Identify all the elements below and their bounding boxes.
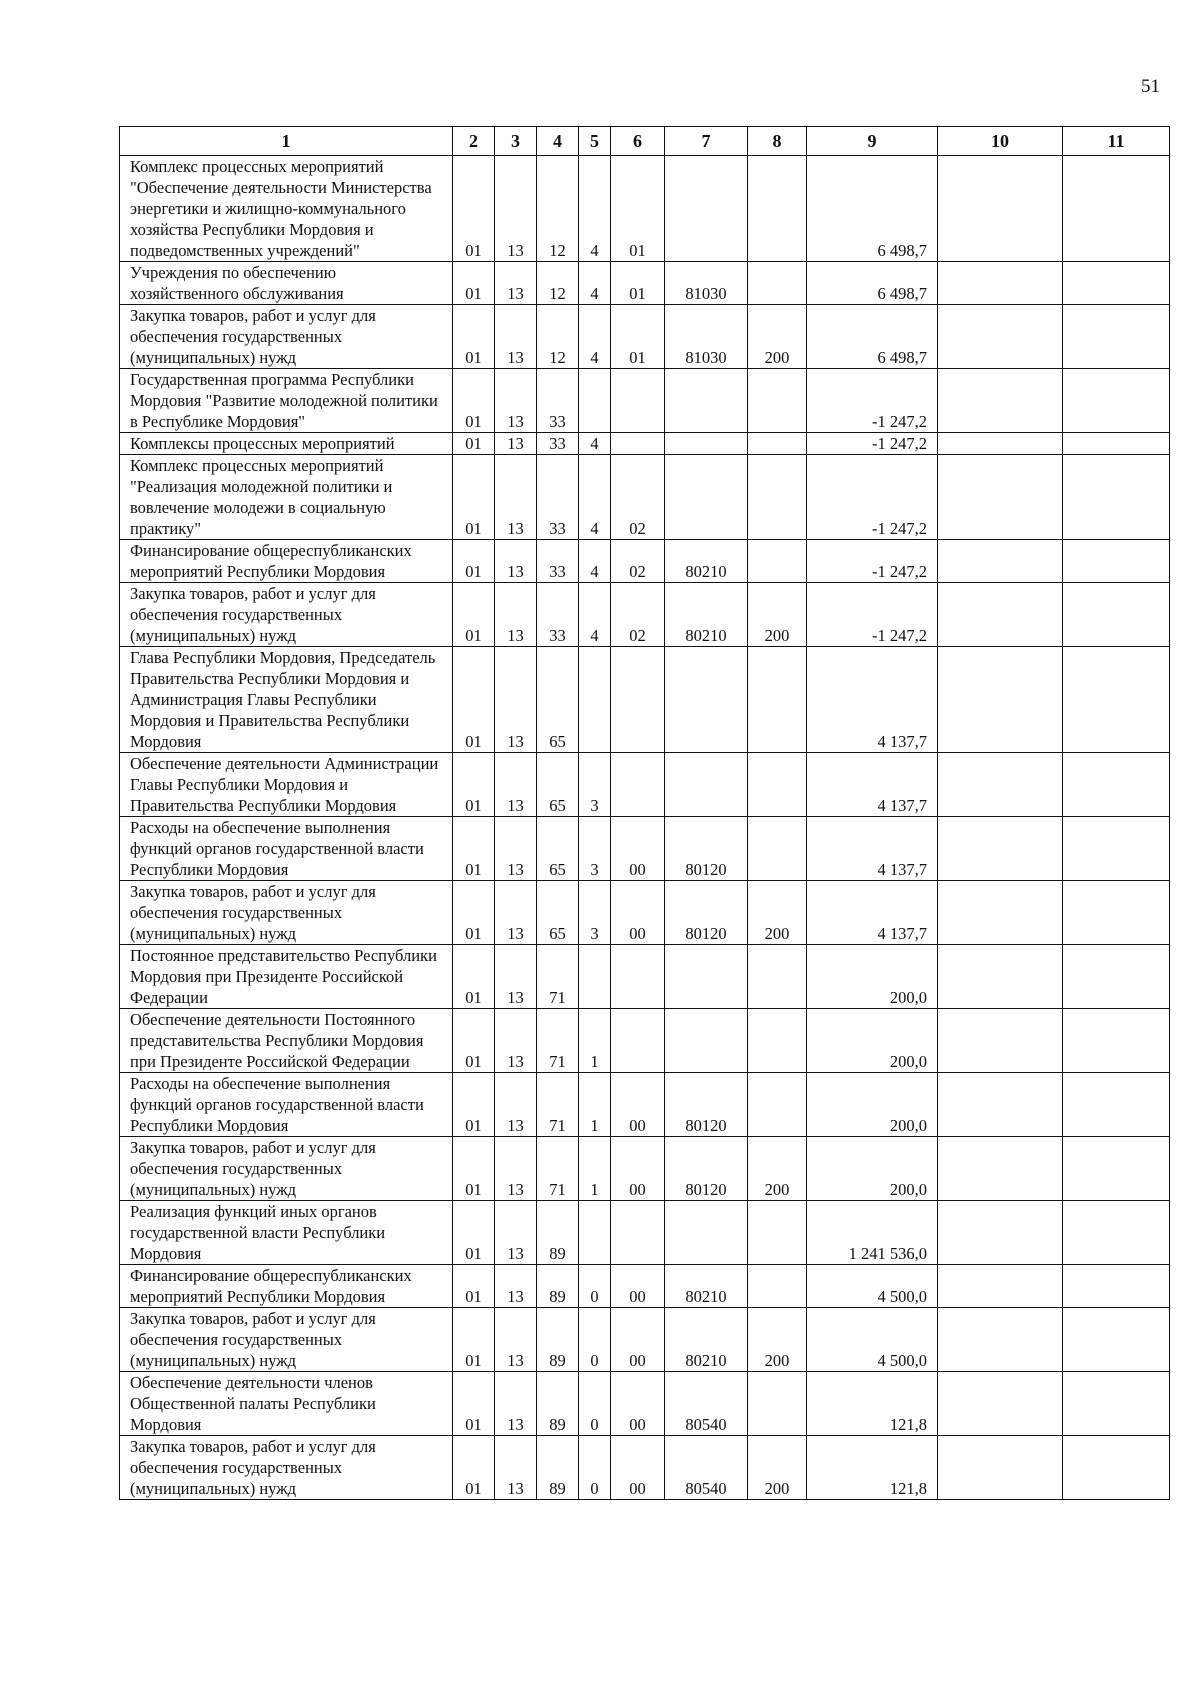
expense-type-cell: 200 xyxy=(748,881,807,945)
table-row xyxy=(120,1009,1170,1073)
row-name-cell: Постоянное представительство Республики Мордовия при Президенте Российской Федерации xyxy=(120,945,453,1009)
section-code-cell: 01 xyxy=(453,583,495,647)
row-name-cell: Расходы на обеспечение выполнения функций органов государственной власти Республики Мордовия xyxy=(120,817,453,881)
amount-cell: 4 137,7 xyxy=(807,881,938,945)
column-10-cell xyxy=(938,881,1063,945)
table-row xyxy=(120,305,1170,369)
row-name-cell: Обеспечение деятельности Постоянного представительства Республики Мордовия при Президенте Российской Федерации xyxy=(120,1009,453,1073)
subprogram-code-cell: 0 xyxy=(579,1308,611,1372)
expense-type-cell xyxy=(748,262,807,305)
row-name-cell: Финансирование общереспубликанских мероприятий Республики Мордовия xyxy=(120,540,453,583)
program-code-cell: 12 xyxy=(537,156,579,262)
row-name-cell: Обеспечение деятельности членов Общественной палаты Республики Мордовия xyxy=(120,1372,453,1436)
event-code-cell: 01 xyxy=(611,156,665,262)
event-code-cell: 00 xyxy=(611,1265,665,1308)
table-row xyxy=(120,1201,1170,1265)
amount-cell: 6 498,7 xyxy=(807,156,938,262)
column-11-cell xyxy=(1063,1372,1170,1436)
expense-type-cell xyxy=(748,540,807,583)
expense-type-cell xyxy=(748,433,807,455)
column-10-cell xyxy=(938,1073,1063,1137)
direction-code-cell: 81030 xyxy=(665,305,748,369)
column-11-cell xyxy=(1063,1265,1170,1308)
subsection-code-cell: 13 xyxy=(495,1265,537,1308)
column-header: 11 xyxy=(1063,127,1170,156)
row-name-cell: Глава Республики Мордовия, Председатель Правительства Республики Мордовия и Администрация Главы Республики Мордовия и Правительства Республики Мордовия xyxy=(120,647,453,753)
section-code-cell: 01 xyxy=(453,156,495,262)
subprogram-code-cell xyxy=(579,1201,611,1265)
row-name-cell: Комплексы процессных мероприятий xyxy=(120,433,453,455)
program-code-cell: 33 xyxy=(537,455,579,540)
expense-type-cell xyxy=(748,455,807,540)
subsection-code-cell: 13 xyxy=(495,1436,537,1500)
subsection-code-cell: 13 xyxy=(495,583,537,647)
subprogram-code-cell: 4 xyxy=(579,305,611,369)
column-11-cell xyxy=(1063,817,1170,881)
column-11-cell xyxy=(1063,455,1170,540)
program-code-cell: 12 xyxy=(537,305,579,369)
subsection-code-cell: 13 xyxy=(495,262,537,305)
program-code-cell: 65 xyxy=(537,647,579,753)
amount-cell: -1 247,2 xyxy=(807,433,938,455)
column-10-cell xyxy=(938,1137,1063,1201)
subprogram-code-cell: 1 xyxy=(579,1073,611,1137)
direction-code-cell: 80540 xyxy=(665,1372,748,1436)
program-code-cell: 71 xyxy=(537,1009,579,1073)
amount-cell: 4 500,0 xyxy=(807,1308,938,1372)
event-code-cell xyxy=(611,945,665,1009)
subsection-code-cell: 13 xyxy=(495,945,537,1009)
section-code-cell: 01 xyxy=(453,305,495,369)
column-10-cell xyxy=(938,647,1063,753)
column-10-cell xyxy=(938,455,1063,540)
row-name-cell: Учреждения по обеспечению хозяйственного обслуживания xyxy=(120,262,453,305)
subsection-code-cell: 13 xyxy=(495,881,537,945)
amount-cell: 200,0 xyxy=(807,1137,938,1201)
event-code-cell xyxy=(611,369,665,433)
amount-cell: 4 137,7 xyxy=(807,753,938,817)
event-code-cell: 00 xyxy=(611,1308,665,1372)
direction-code-cell xyxy=(665,945,748,1009)
column-10-cell xyxy=(938,369,1063,433)
section-code-cell: 01 xyxy=(453,1201,495,1265)
column-header: 7 xyxy=(665,127,748,156)
section-code-cell: 01 xyxy=(453,1073,495,1137)
column-10-cell xyxy=(938,540,1063,583)
column-10-cell xyxy=(938,1436,1063,1500)
direction-code-cell xyxy=(665,647,748,753)
column-11-cell xyxy=(1063,369,1170,433)
amount-cell: 121,8 xyxy=(807,1372,938,1436)
amount-cell: 6 498,7 xyxy=(807,262,938,305)
expense-type-cell xyxy=(748,1201,807,1265)
direction-code-cell: 80120 xyxy=(665,881,748,945)
direction-code-cell: 80120 xyxy=(665,817,748,881)
column-11-cell xyxy=(1063,156,1170,262)
program-code-cell: 89 xyxy=(537,1265,579,1308)
table-row xyxy=(120,1265,1170,1308)
event-code-cell xyxy=(611,753,665,817)
subprogram-code-cell: 3 xyxy=(579,753,611,817)
subsection-code-cell: 13 xyxy=(495,369,537,433)
section-code-cell: 01 xyxy=(453,753,495,817)
row-name-cell: Закупка товаров, работ и услуг для обеспечения государственных (муниципальных) нужд xyxy=(120,583,453,647)
amount-cell: 200,0 xyxy=(807,945,938,1009)
table-row xyxy=(120,1073,1170,1137)
expense-type-cell xyxy=(748,1372,807,1436)
expense-type-cell xyxy=(748,945,807,1009)
expense-type-cell xyxy=(748,156,807,262)
subprogram-code-cell xyxy=(579,945,611,1009)
table-row xyxy=(120,881,1170,945)
column-10-cell xyxy=(938,945,1063,1009)
amount-cell: 200,0 xyxy=(807,1009,938,1073)
program-code-cell: 33 xyxy=(537,583,579,647)
section-code-cell: 01 xyxy=(453,1137,495,1201)
table-row xyxy=(120,433,1170,455)
column-11-cell xyxy=(1063,753,1170,817)
amount-cell: -1 247,2 xyxy=(807,583,938,647)
event-code-cell xyxy=(611,433,665,455)
table-body xyxy=(120,156,1170,1500)
column-10-cell xyxy=(938,305,1063,369)
column-11-cell xyxy=(1063,881,1170,945)
direction-code-cell: 80120 xyxy=(665,1137,748,1201)
subprogram-code-cell xyxy=(579,647,611,753)
row-name-cell: Закупка товаров, работ и услуг для обеспечения государственных (муниципальных) нужд xyxy=(120,1137,453,1201)
subsection-code-cell: 13 xyxy=(495,1137,537,1201)
subprogram-code-cell: 3 xyxy=(579,881,611,945)
expense-type-cell xyxy=(748,1265,807,1308)
column-header: 10 xyxy=(938,127,1063,156)
table-row xyxy=(120,647,1170,753)
event-code-cell: 02 xyxy=(611,540,665,583)
amount-cell: 200,0 xyxy=(807,1073,938,1137)
row-name-cell: Закупка товаров, работ и услуг для обеспечения государственных (муниципальных) нужд xyxy=(120,305,453,369)
section-code-cell: 01 xyxy=(453,540,495,583)
program-code-cell: 65 xyxy=(537,881,579,945)
table-row xyxy=(120,1308,1170,1372)
column-header: 4 xyxy=(537,127,579,156)
expense-type-cell xyxy=(748,647,807,753)
section-code-cell: 01 xyxy=(453,647,495,753)
column-header: 2 xyxy=(453,127,495,156)
direction-code-cell xyxy=(665,753,748,817)
subprogram-code-cell: 1 xyxy=(579,1137,611,1201)
event-code-cell: 01 xyxy=(611,305,665,369)
program-code-cell: 89 xyxy=(537,1436,579,1500)
subsection-code-cell: 13 xyxy=(495,156,537,262)
event-code-cell: 00 xyxy=(611,1436,665,1500)
subsection-code-cell: 13 xyxy=(495,817,537,881)
page-number: 51 xyxy=(1141,76,1160,97)
column-11-cell xyxy=(1063,1308,1170,1372)
event-code-cell xyxy=(611,1201,665,1265)
section-code-cell: 01 xyxy=(453,881,495,945)
event-code-cell: 00 xyxy=(611,1073,665,1137)
subprogram-code-cell: 4 xyxy=(579,583,611,647)
row-name-cell: Финансирование общереспубликанских мероприятий Республики Мордовия xyxy=(120,1265,453,1308)
subsection-code-cell: 13 xyxy=(495,1372,537,1436)
row-name-cell: Государственная программа Республики Мордовия "Развитие молодежной политики в Республике Мордовия" xyxy=(120,369,453,433)
subprogram-code-cell: 4 xyxy=(579,540,611,583)
row-name-cell: Комплекс процессных мероприятий "Обеспечение деятельности Министерства энергетики и жилищно-коммунального хозяйства Республики Мордовия и подведомственных учреждений" xyxy=(120,156,453,262)
event-code-cell xyxy=(611,1009,665,1073)
amount-cell: -1 247,2 xyxy=(807,369,938,433)
column-10-cell xyxy=(938,1009,1063,1073)
amount-cell: 4 500,0 xyxy=(807,1265,938,1308)
direction-code-cell xyxy=(665,455,748,540)
header-row xyxy=(120,127,1170,156)
column-11-cell xyxy=(1063,305,1170,369)
row-name-cell: Закупка товаров, работ и услуг для обеспечения государственных (муниципальных) нужд xyxy=(120,1308,453,1372)
column-header: 3 xyxy=(495,127,537,156)
section-code-cell: 01 xyxy=(453,1265,495,1308)
direction-code-cell: 80210 xyxy=(665,1265,748,1308)
column-11-cell xyxy=(1063,945,1170,1009)
program-code-cell: 71 xyxy=(537,945,579,1009)
subprogram-code-cell xyxy=(579,369,611,433)
subprogram-code-cell: 1 xyxy=(579,1009,611,1073)
subprogram-code-cell: 3 xyxy=(579,817,611,881)
row-name-cell: Обеспечение деятельности Администрации Главы Республики Мордовия и Правительства Республики Мордовия xyxy=(120,753,453,817)
direction-code-cell: 80120 xyxy=(665,1073,748,1137)
subsection-code-cell: 13 xyxy=(495,1009,537,1073)
event-code-cell: 00 xyxy=(611,1372,665,1436)
row-name-cell: Закупка товаров, работ и услуг для обеспечения государственных (муниципальных) нужд xyxy=(120,1436,453,1500)
section-code-cell: 01 xyxy=(453,1009,495,1073)
subprogram-code-cell: 0 xyxy=(579,1265,611,1308)
budget-table xyxy=(119,126,1170,1500)
program-code-cell: 89 xyxy=(537,1372,579,1436)
event-code-cell: 00 xyxy=(611,817,665,881)
program-code-cell: 65 xyxy=(537,817,579,881)
table-row xyxy=(120,1436,1170,1500)
program-code-cell: 65 xyxy=(537,753,579,817)
expense-type-cell xyxy=(748,753,807,817)
column-header: 8 xyxy=(748,127,807,156)
program-code-cell: 33 xyxy=(537,540,579,583)
column-11-cell xyxy=(1063,1201,1170,1265)
column-11-cell xyxy=(1063,1073,1170,1137)
table-row xyxy=(120,262,1170,305)
expense-type-cell: 200 xyxy=(748,583,807,647)
section-code-cell: 01 xyxy=(453,1436,495,1500)
subprogram-code-cell: 4 xyxy=(579,262,611,305)
expense-type-cell xyxy=(748,369,807,433)
column-11-cell xyxy=(1063,1436,1170,1500)
column-11-cell xyxy=(1063,540,1170,583)
subprogram-code-cell: 4 xyxy=(579,433,611,455)
column-10-cell xyxy=(938,262,1063,305)
amount-cell: 6 498,7 xyxy=(807,305,938,369)
column-header: 9 xyxy=(807,127,938,156)
subprogram-code-cell: 4 xyxy=(579,455,611,540)
direction-code-cell: 81030 xyxy=(665,262,748,305)
amount-cell: 1 241 536,0 xyxy=(807,1201,938,1265)
expense-type-cell xyxy=(748,1009,807,1073)
column-10-cell xyxy=(938,817,1063,881)
section-code-cell: 01 xyxy=(453,369,495,433)
column-10-cell xyxy=(938,433,1063,455)
column-header: 1 xyxy=(120,127,453,156)
column-11-cell xyxy=(1063,1009,1170,1073)
column-11-cell xyxy=(1063,647,1170,753)
column-10-cell xyxy=(938,583,1063,647)
event-code-cell: 02 xyxy=(611,455,665,540)
subprogram-code-cell: 4 xyxy=(579,156,611,262)
subsection-code-cell: 13 xyxy=(495,1073,537,1137)
table-row xyxy=(120,369,1170,433)
amount-cell: 121,8 xyxy=(807,1436,938,1500)
section-code-cell: 01 xyxy=(453,1372,495,1436)
event-code-cell xyxy=(611,647,665,753)
table-row xyxy=(120,945,1170,1009)
column-11-cell xyxy=(1063,1137,1170,1201)
column-10-cell xyxy=(938,1308,1063,1372)
event-code-cell: 02 xyxy=(611,583,665,647)
program-code-cell: 33 xyxy=(537,433,579,455)
table-row xyxy=(120,1372,1170,1436)
direction-code-cell xyxy=(665,433,748,455)
direction-code-cell xyxy=(665,156,748,262)
event-code-cell: 00 xyxy=(611,881,665,945)
table-row xyxy=(120,753,1170,817)
row-name-cell: Закупка товаров, работ и услуг для обеспечения государственных (муниципальных) нужд xyxy=(120,881,453,945)
subsection-code-cell: 13 xyxy=(495,455,537,540)
event-code-cell: 00 xyxy=(611,1137,665,1201)
column-11-cell xyxy=(1063,262,1170,305)
table-row xyxy=(120,540,1170,583)
column-header: 6 xyxy=(611,127,665,156)
program-code-cell: 71 xyxy=(537,1137,579,1201)
section-code-cell: 01 xyxy=(453,945,495,1009)
program-code-cell: 89 xyxy=(537,1308,579,1372)
subprogram-code-cell: 0 xyxy=(579,1436,611,1500)
direction-code-cell: 80210 xyxy=(665,1308,748,1372)
column-10-cell xyxy=(938,1201,1063,1265)
section-code-cell: 01 xyxy=(453,455,495,540)
table-row xyxy=(120,1137,1170,1201)
subsection-code-cell: 13 xyxy=(495,433,537,455)
expense-type-cell: 200 xyxy=(748,1436,807,1500)
section-code-cell: 01 xyxy=(453,433,495,455)
expense-type-cell: 200 xyxy=(748,305,807,369)
direction-code-cell: 80540 xyxy=(665,1436,748,1500)
row-name-cell: Расходы на обеспечение выполнения функций органов государственной власти Республики Мордовия xyxy=(120,1073,453,1137)
column-11-cell xyxy=(1063,433,1170,455)
expense-type-cell: 200 xyxy=(748,1308,807,1372)
amount-cell: -1 247,2 xyxy=(807,540,938,583)
row-name-cell: Комплекс процессных мероприятий "Реализация молодежной политики и вовлечение молодежи в социальную практику" xyxy=(120,455,453,540)
column-header: 5 xyxy=(579,127,611,156)
direction-code-cell: 80210 xyxy=(665,540,748,583)
table-row xyxy=(120,817,1170,881)
expense-type-cell xyxy=(748,817,807,881)
subsection-code-cell: 13 xyxy=(495,647,537,753)
column-10-cell xyxy=(938,753,1063,817)
table-row xyxy=(120,156,1170,262)
subsection-code-cell: 13 xyxy=(495,1308,537,1372)
column-10-cell xyxy=(938,1265,1063,1308)
direction-code-cell xyxy=(665,369,748,433)
amount-cell: 4 137,7 xyxy=(807,647,938,753)
row-name-cell: Реализация функций иных органов государственной власти Республики Мордовия xyxy=(120,1201,453,1265)
amount-cell: 4 137,7 xyxy=(807,817,938,881)
column-10-cell xyxy=(938,156,1063,262)
section-code-cell: 01 xyxy=(453,262,495,305)
column-10-cell xyxy=(938,1372,1063,1436)
table-row xyxy=(120,583,1170,647)
table-row xyxy=(120,455,1170,540)
direction-code-cell xyxy=(665,1201,748,1265)
program-code-cell: 89 xyxy=(537,1201,579,1265)
subsection-code-cell: 13 xyxy=(495,540,537,583)
subsection-code-cell: 13 xyxy=(495,753,537,817)
direction-code-cell: 80210 xyxy=(665,583,748,647)
amount-cell: -1 247,2 xyxy=(807,455,938,540)
expense-type-cell xyxy=(748,1073,807,1137)
program-code-cell: 33 xyxy=(537,369,579,433)
direction-code-cell xyxy=(665,1009,748,1073)
program-code-cell: 12 xyxy=(537,262,579,305)
section-code-cell: 01 xyxy=(453,817,495,881)
section-code-cell: 01 xyxy=(453,1308,495,1372)
subsection-code-cell: 13 xyxy=(495,305,537,369)
expense-type-cell: 200 xyxy=(748,1137,807,1201)
subsection-code-cell: 13 xyxy=(495,1201,537,1265)
event-code-cell: 01 xyxy=(611,262,665,305)
subprogram-code-cell: 0 xyxy=(579,1372,611,1436)
program-code-cell: 71 xyxy=(537,1073,579,1137)
column-11-cell xyxy=(1063,583,1170,647)
